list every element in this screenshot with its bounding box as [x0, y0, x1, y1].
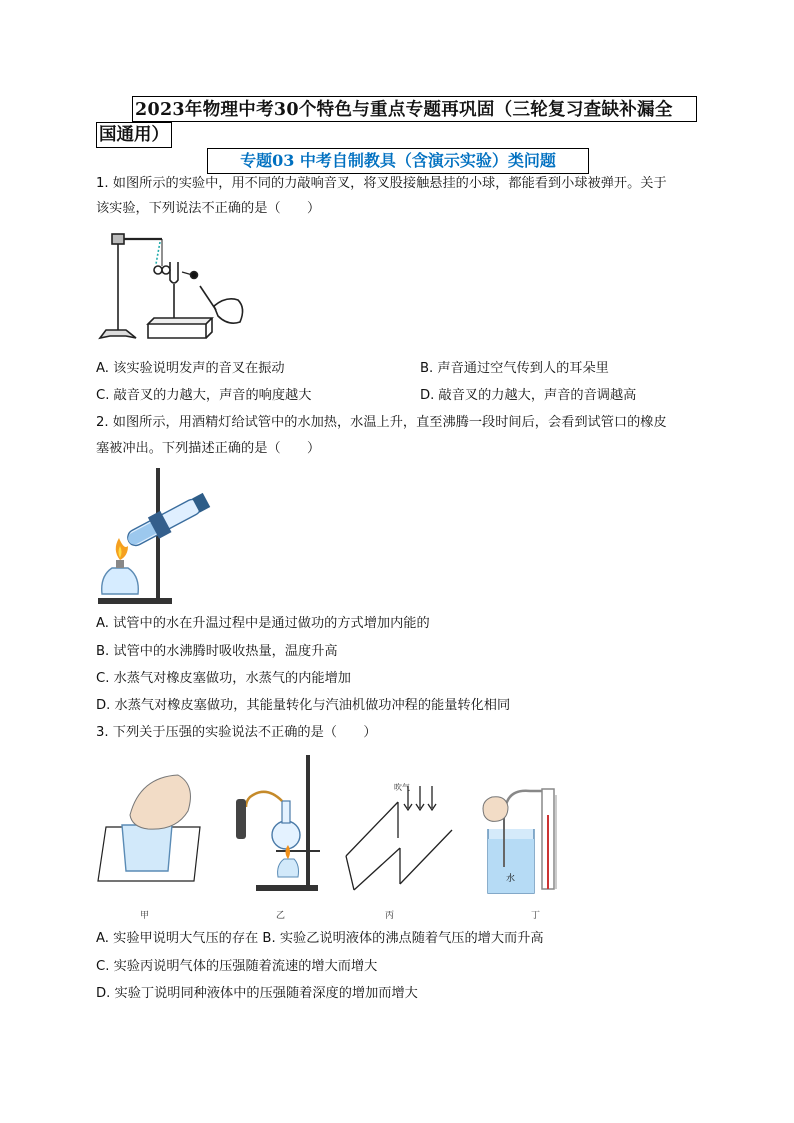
- q3-stem: 3. 下列关于压强的实验说法不正确的是（ ）: [96, 725, 377, 740]
- caption-bing: 丙: [385, 911, 395, 921]
- q3-option-d[interactable]: D. 实验丁说明同种液体中的压强随着深度的增加而增大: [96, 986, 418, 1001]
- q2-option-c[interactable]: C. 水蒸气对橡皮塞做功，水蒸气的内能增加: [96, 671, 351, 686]
- q3-option-ab[interactable]: A. 实验甲说明大气压的存在 B. 实验乙说明液体的沸点随着气压的增大而升高: [96, 931, 544, 946]
- topic-subtitle: 专题03 中考自制教具（含演示实验）类问题: [207, 148, 589, 174]
- experiment-ding-figure: [470, 775, 580, 900]
- experiment-yi-figure: [228, 755, 328, 895]
- caption-jia: 甲: [140, 911, 150, 921]
- blow-air-label: 吹气: [394, 783, 410, 792]
- test-tube-heating-figure: [92, 466, 222, 610]
- experiment-jia-figure: [96, 755, 206, 885]
- q2-option-a[interactable]: A. 试管中的水在升温过程中是通过做功的方式增加内能的: [96, 616, 430, 631]
- page-title-continued: 国通用）: [96, 122, 172, 148]
- q2-option-d[interactable]: D. 水蒸气对橡皮塞做功，其能量转化与汽油机做功冲程的能量转化相同: [96, 698, 511, 713]
- q3-option-c[interactable]: C. 实验丙说明气体的压强随着流速的增大而增大: [96, 959, 378, 974]
- page-title: 2023年物理中考30个特色与重点专题再巩固（三轮复习查缺补漏全: [132, 96, 697, 122]
- q2-option-b[interactable]: B. 试管中的水沸腾时吸收热量，温度升高: [96, 644, 338, 659]
- tuning-fork-figure: [96, 226, 256, 346]
- q1-option-d[interactable]: D. 敲音叉的力越大，声音的音调越高: [420, 388, 637, 403]
- q1-stem-line2: 该实验，下列说法不正确的是（ ）: [96, 201, 321, 216]
- q2-stem-line2: 塞被冲出。下列描述正确的是（ ）: [96, 441, 321, 456]
- q2-stem-line1: 2. 如图所示，用酒精灯给试管中的水加热，水温上升，直至沸腾一段时间后，会看到试管口的橡皮: [96, 415, 667, 430]
- q1-option-b[interactable]: B. 声音通过空气传到人的耳朵里: [420, 361, 609, 376]
- q1-option-c[interactable]: C. 敲音叉的力越大，声音的响度越大: [96, 388, 312, 403]
- water-label: 水: [506, 874, 516, 884]
- experiment-bing-figure: [340, 778, 460, 896]
- q1-stem-line1: 1. 如图所示的实验中，用不同的力敲响音叉，将叉股接触悬挂的小球，都能看到小球被弹开。关于: [96, 176, 667, 191]
- q1-option-a[interactable]: A. 该实验说明发声的音叉在振动: [96, 361, 285, 376]
- caption-yi: 乙: [276, 911, 286, 921]
- caption-ding: 丁: [531, 911, 541, 921]
